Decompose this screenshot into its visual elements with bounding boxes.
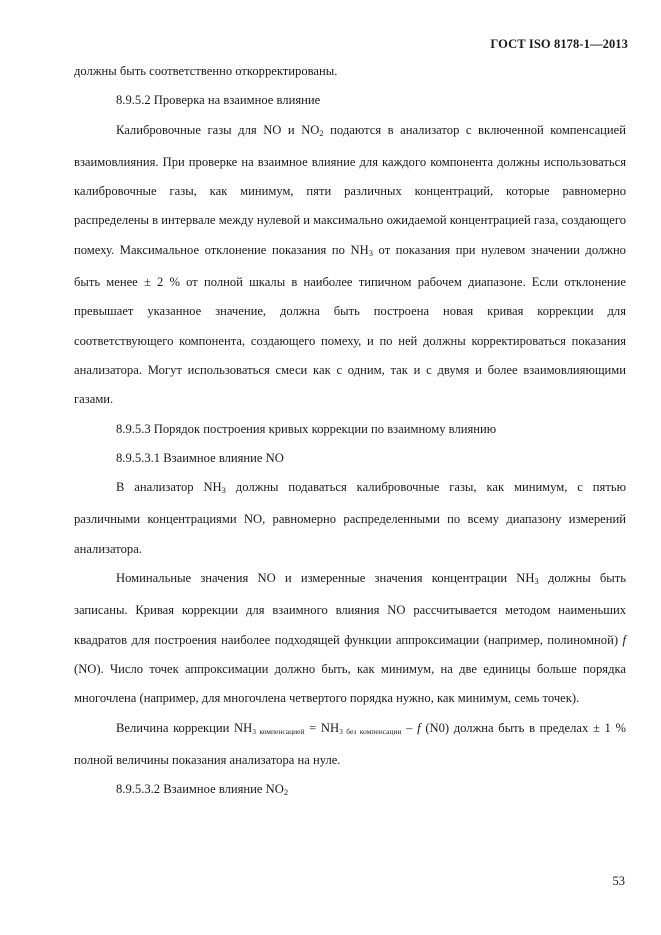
text-run: Калибровочные газы для NO и NO bbox=[116, 122, 320, 137]
text-run: 8.9.5.3.2 Взаимное влияние NO bbox=[116, 782, 284, 797]
subscript: 3 компенсацией bbox=[252, 726, 305, 736]
subscript: 3 bbox=[368, 247, 373, 258]
section-heading-8-9-5-3-1: 8.9.5.3.1 Взаимное влияние NO bbox=[116, 450, 284, 465]
subscript: 2 bbox=[283, 787, 289, 798]
page-number: 53 bbox=[612, 874, 625, 888]
function-symbol: f bbox=[417, 720, 421, 735]
subscript: 3 bbox=[534, 576, 539, 587]
text-run: должны подаваться калибровочные газы, как минимум, с пятью различными концентрациями NO, равномерно распределенными по всему диапазону измерений анализатора. bbox=[74, 480, 626, 556]
text-run: Номинальные значения NO и измеренные значения концентрации NH bbox=[116, 571, 535, 586]
text-run: Величина коррекции NH bbox=[116, 720, 253, 735]
paragraph-nh3-analyzer bbox=[74, 473, 626, 564]
text-run: должны быть записаны. Кривая коррекции для взаимного влияния NO рассчитывается методом наименьших квадратов для построения наиболее подходящей функции аппроксимации (например, полиномной) bbox=[74, 571, 626, 647]
text-run: (NO). Число точек аппроксимации должно быть, как минимум, на две единицы больше порядка многочлена (например, для многочлена четвертого порядка нужно, как минимум, семь точек). bbox=[74, 661, 626, 706]
text-run: подаются в анализатор с включенной компенсацией взаимовлияния. При проверке на взаимное влияние для каждого компонента должны использоваться калибровочные газы, как минимум, пяти различных концентраций, которые равномерно распределены в интервале между нулевой и максимально ожидаемой концентрацией газа, создающего помеху. Максимальное отклонение показания по NH bbox=[74, 122, 626, 257]
text-run: от показания при нулевом значении должно быть менее ± 2 % от полной шкалы в наиболее типичном рабочем диапазоне. Если отклонение превышает указанное значение, должна быть построена новая кривая коррекции для соответствующего компонента, создающего помеху, и по ней должны корректироваться показания анализатора. Могут использоваться смеси как с одним, так и с двумя и более взаимовлияющими газами. bbox=[74, 242, 626, 407]
subscript: 3 без компенсации bbox=[339, 726, 402, 736]
paragraph-calibration-gases bbox=[74, 116, 626, 415]
paragraph-correction-value bbox=[74, 714, 626, 776]
function-symbol: f bbox=[622, 632, 626, 647]
text-run: (N0) должна быть в пределах ± 1 % полной величины показания анализатора на нуле. bbox=[74, 720, 627, 767]
document-header: ГОСТ ISO 8178-1—2013 bbox=[490, 37, 628, 51]
section-heading-8-9-5-3: 8.9.5.3 Порядок построения кривых коррекции по взаимному влиянию bbox=[116, 421, 497, 436]
subscript: 2 bbox=[319, 127, 324, 138]
text-run: = NH bbox=[304, 720, 340, 735]
paragraph-continuation: должны быть соответственно откорректированы. bbox=[74, 64, 338, 78]
text-run: В анализатор NH bbox=[116, 480, 222, 495]
document-body bbox=[74, 57, 626, 807]
section-heading-8-9-5-3-2 bbox=[74, 775, 626, 807]
section-heading-8-9-5-2: 8.9.5.2 Проверка на взаимное влияние bbox=[116, 93, 321, 108]
subscript: 3 bbox=[221, 485, 226, 496]
paragraph-nominal-values bbox=[74, 564, 626, 713]
text-run: – bbox=[401, 720, 418, 735]
